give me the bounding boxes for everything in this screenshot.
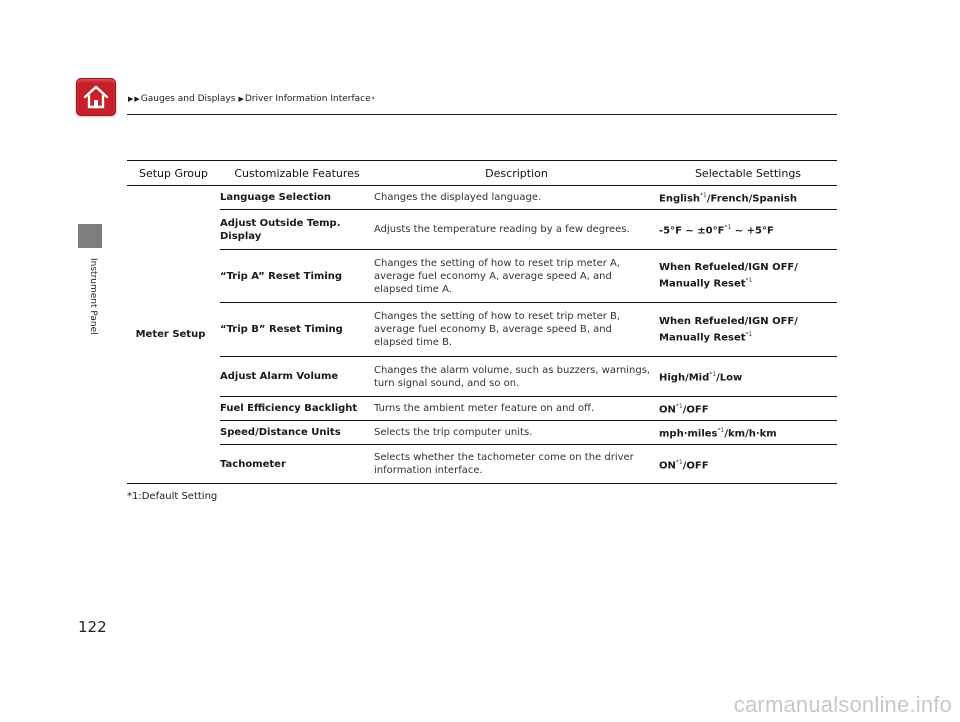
setting-option: Low bbox=[719, 372, 743, 384]
separator: ~ bbox=[681, 225, 698, 237]
separator: / bbox=[744, 315, 749, 327]
setting-option: Manually Reset bbox=[659, 332, 746, 344]
setting-option: +5°F bbox=[746, 225, 774, 237]
feature-cell: Language Selection bbox=[220, 186, 374, 210]
setting-option: km/h·km bbox=[728, 428, 777, 440]
section-tab[interactable] bbox=[78, 224, 102, 248]
description-cell: Adjusts the temperature reading by a few degrees. bbox=[374, 210, 659, 250]
breadcrumb-item[interactable]: Driver Information Interface bbox=[244, 94, 371, 104]
feature-cell: Speed/Distance Units bbox=[220, 421, 374, 445]
footnote: *1:Default Setting bbox=[127, 491, 218, 502]
separator: / bbox=[716, 372, 720, 384]
separator: / bbox=[748, 193, 753, 205]
feature-cell: “Trip B” Reset Timing bbox=[220, 303, 374, 357]
setting-option: High bbox=[659, 372, 686, 384]
table-row bbox=[127, 186, 837, 210]
header-divider bbox=[127, 114, 837, 115]
column-header: Setup Group bbox=[127, 161, 220, 186]
table-row bbox=[127, 397, 837, 421]
setting-option: ON bbox=[659, 404, 676, 416]
footnote-ref: *1 bbox=[745, 330, 753, 338]
settings-table bbox=[127, 160, 837, 484]
column-header: Selectable Settings bbox=[659, 161, 837, 186]
column-header: Description bbox=[374, 161, 659, 186]
description-cell: Changes the setting of how to reset trip meter B, average fuel economy B, average speed B, and elapsed time B. bbox=[374, 303, 659, 357]
setting-option: -5°F bbox=[659, 225, 682, 237]
feature-cell: Fuel Efficiency Backlight bbox=[220, 397, 374, 421]
setting-option: English bbox=[659, 193, 701, 205]
table-row bbox=[127, 250, 837, 303]
arrow-right-icon: ▶ bbox=[128, 95, 134, 103]
setting-option: Spanish bbox=[752, 193, 797, 205]
settings-cell bbox=[659, 445, 837, 484]
setting-option: When Refueled bbox=[659, 262, 745, 274]
breadcrumb bbox=[128, 94, 375, 104]
footnote-ref: *1 bbox=[700, 192, 707, 200]
breadcrumb-mark: * bbox=[371, 95, 375, 103]
settings-cell bbox=[659, 357, 837, 397]
footnote-ref: *1 bbox=[675, 403, 683, 411]
page-number: 122 bbox=[78, 618, 107, 636]
footnote-ref: *1 bbox=[724, 224, 732, 232]
setting-option: OFF bbox=[686, 404, 709, 416]
separator: / bbox=[744, 262, 749, 274]
setting-option: mph·miles bbox=[659, 428, 718, 440]
setting-option: OFF bbox=[686, 460, 709, 472]
home-button[interactable] bbox=[76, 78, 116, 116]
separator: / bbox=[685, 372, 689, 384]
settings-cell bbox=[659, 250, 837, 303]
setting-option: When Refueled bbox=[659, 315, 745, 327]
description-cell: Selects whether the tachometer come on the driver information interface. bbox=[374, 445, 659, 484]
section-label: Instrument Panel bbox=[88, 258, 98, 335]
setup-group-cell: Meter Setup bbox=[127, 186, 220, 484]
separator: / bbox=[682, 460, 687, 472]
setting-option: French bbox=[710, 193, 749, 205]
separator: / bbox=[706, 193, 711, 205]
separator: / bbox=[794, 262, 798, 274]
setting-option: IGN OFF bbox=[748, 315, 795, 327]
description-cell: Turns the ambient meter feature on and off. bbox=[374, 397, 659, 421]
setting-option: ON bbox=[659, 460, 676, 472]
setting-option: ±0°F bbox=[697, 225, 725, 237]
table-row bbox=[127, 210, 837, 250]
setting-option: Mid bbox=[688, 372, 710, 384]
separator: / bbox=[794, 315, 798, 327]
description-cell: Changes the displayed language. bbox=[374, 186, 659, 210]
description-cell: Changes the setting of how to reset trip meter A, average fuel economy A, average speed A, and elapsed time A. bbox=[374, 250, 659, 303]
arrow-right-icon: ▶ bbox=[238, 95, 244, 103]
settings-cell bbox=[659, 210, 837, 250]
settings-cell bbox=[659, 397, 837, 421]
table-row bbox=[127, 357, 837, 397]
settings-cell bbox=[659, 421, 837, 445]
column-header: Customizable Features bbox=[220, 161, 374, 186]
table-row bbox=[127, 421, 837, 445]
separator: / bbox=[682, 404, 687, 416]
description-cell: Selects the trip computer units. bbox=[374, 421, 659, 445]
feature-cell: Tachometer bbox=[220, 445, 374, 484]
description-cell: Changes the alarm volume, such as buzzers, warnings, turn signal sound, and so on. bbox=[374, 357, 659, 397]
setting-option: Manually Reset bbox=[659, 278, 746, 290]
table-row bbox=[127, 303, 837, 357]
footnote-ref: *1 bbox=[717, 427, 725, 435]
separator: / bbox=[724, 428, 728, 440]
footnote-ref: *1 bbox=[709, 371, 717, 379]
home-icon bbox=[82, 83, 110, 111]
feature-cell: “Trip A” Reset Timing bbox=[220, 250, 374, 303]
setting-option: IGN OFF bbox=[748, 262, 795, 274]
table-row bbox=[127, 445, 837, 484]
arrow-right-icon: ▶ bbox=[134, 95, 140, 103]
separator: ~ bbox=[731, 225, 747, 237]
footnote-ref: *1 bbox=[675, 458, 683, 466]
watermark: carmanualsonline.info bbox=[733, 692, 952, 717]
feature-cell: Adjust Outside Temp. Display bbox=[220, 210, 374, 250]
footnote-ref: *1 bbox=[745, 277, 753, 285]
settings-cell bbox=[659, 186, 837, 210]
settings-cell bbox=[659, 303, 837, 357]
feature-cell: Adjust Alarm Volume bbox=[220, 357, 374, 397]
table-header-row bbox=[127, 161, 837, 186]
breadcrumb-item[interactable]: Gauges and Displays bbox=[140, 94, 236, 104]
